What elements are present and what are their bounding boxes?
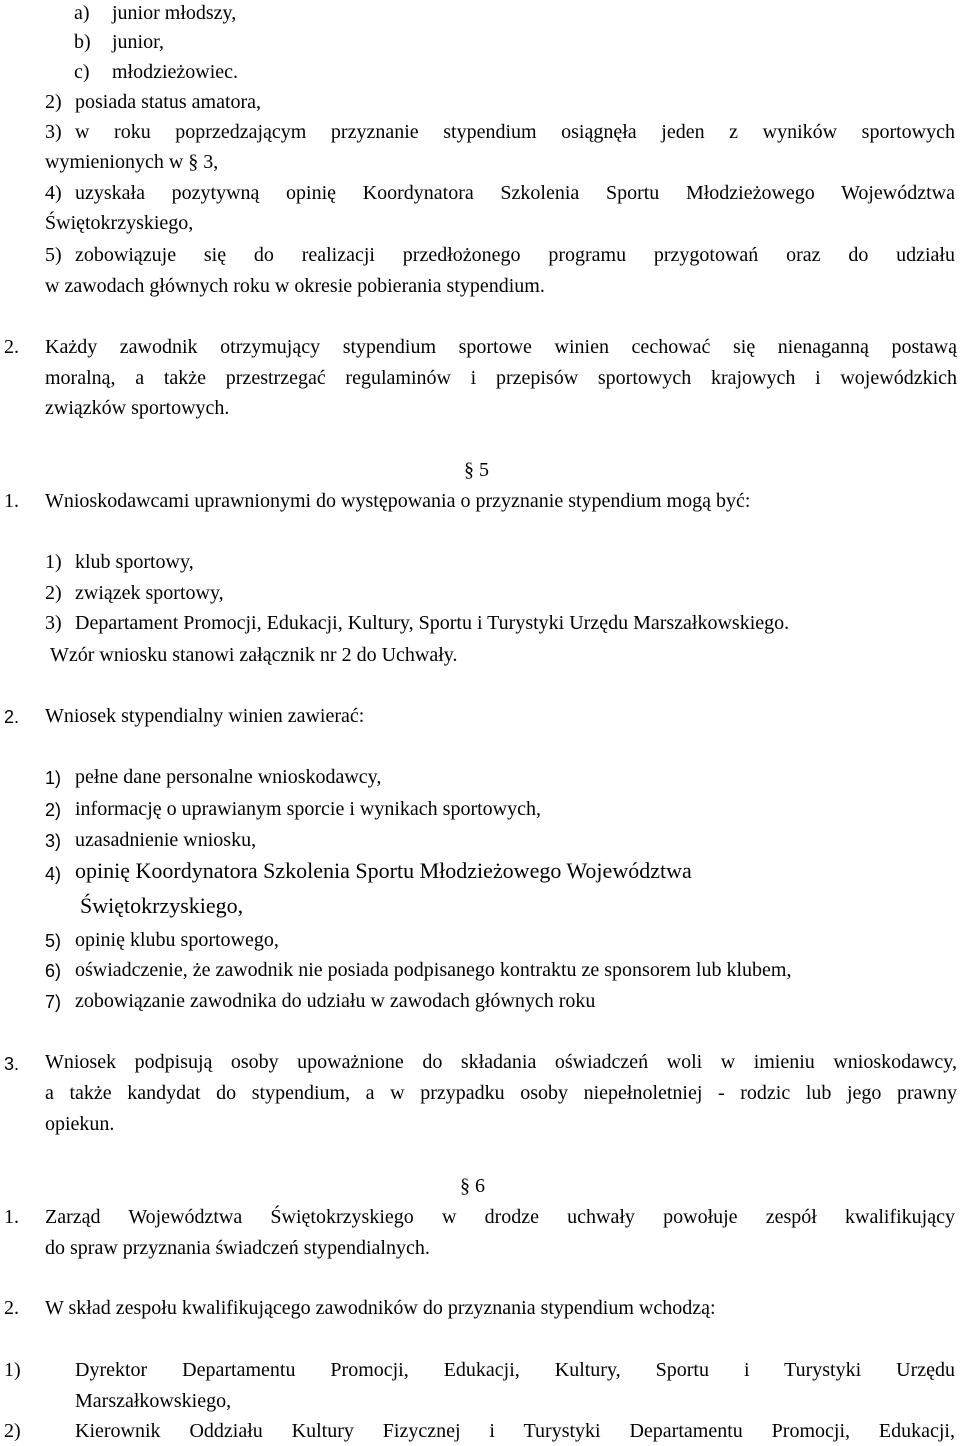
list-item-text: junior młodszy, bbox=[112, 2, 237, 24]
list-item-text: młodzieżowiec. bbox=[112, 61, 239, 83]
list-item-label: 1) bbox=[45, 768, 62, 788]
paragraph-number: 2. bbox=[4, 707, 20, 727]
list-item-text-cont: wymienionych w § 3, bbox=[45, 151, 219, 173]
paragraph-number: 3. bbox=[4, 1054, 20, 1074]
list-item-text: uzasadnienie wniosku, bbox=[75, 829, 257, 851]
list-item-text: posiada status amatora, bbox=[75, 91, 262, 113]
paragraph-text: do spraw przyznania świadczeń stypendialnych. bbox=[45, 1237, 430, 1259]
paragraph-text: związków sportowych. bbox=[45, 397, 230, 419]
list-item-label: 5) bbox=[45, 931, 62, 951]
list-item-text: Departament Promocji, Edukacji, Kultury, Sportu i Turystyki Urzędu Marszałkowskiego. bbox=[75, 612, 790, 634]
list-item-text-cont: Marszałkowskiego, bbox=[75, 1390, 232, 1412]
list-item-text: pełne dane personalne wnioskodawcy, bbox=[75, 766, 382, 788]
list-item-label: 7) bbox=[45, 992, 62, 1012]
paragraph-text: Wnioskodawcami uprawnionymi do występowania o przyznanie stypendium mogą być: bbox=[45, 490, 751, 512]
list-item-text: zobowiązuje się do realizacji przedłożonego programu przygotowań oraz do udziału bbox=[75, 244, 955, 266]
list-item-text: Dyrektor Departamentu Promocji, Edukacji, Kultury, Sportu i Turystyki Urzędu bbox=[75, 1359, 955, 1381]
list-item-text: opinię Koordynatora Szkolenia Sportu Młodzieżowego Województwa bbox=[75, 858, 692, 883]
list-item-label: 4) bbox=[45, 182, 62, 204]
list-item-label: 3) bbox=[45, 612, 62, 634]
list-item-label: 2) bbox=[4, 1420, 21, 1442]
paragraph-number: 1. bbox=[4, 490, 19, 512]
paragraph-text: Wniosek stypendialny winien zawierać: bbox=[45, 705, 365, 727]
list-item-text: klub sportowy, bbox=[75, 551, 194, 573]
list-item-text-cont: Świętokrzyskiego, bbox=[45, 212, 194, 234]
list-item-label: 2) bbox=[45, 800, 62, 820]
paragraph-text: Zarząd Województwa Świętokrzyskiego w drodze uchwały powołuje zespół kwalifikujący bbox=[45, 1206, 955, 1228]
paragraph-text: Każdy zawodnik otrzymujący stypendium sportowe winien cechować się nienaganną postawą bbox=[45, 336, 957, 358]
list-item-label: 1) bbox=[45, 551, 62, 573]
paragraph-text: moralną, a także przestrzegać regulaminów i przepisów sportowych krajowych i wojewódzkich bbox=[45, 367, 957, 389]
list-item-text: w roku poprzedzającym przyznanie stypendium osiągnęła jeden z wyników sportowych bbox=[75, 121, 955, 143]
paragraph-text: opiekun. bbox=[45, 1113, 115, 1135]
template-note: Wzór wniosku stanowi załącznik nr 2 do Uchwały. bbox=[50, 644, 458, 666]
list-item-label: 6) bbox=[45, 961, 62, 981]
paragraph-text: W skład zespołu kwalifikującego zawodników do przyznania stypendium wchodzą: bbox=[45, 1297, 716, 1319]
list-item-text: oświadczenie, że zawodnik nie posiada podpisanego kontraktu ze sponsorem lub klubem, bbox=[75, 959, 792, 981]
paragraph-text: Wniosek podpisują osoby upoważnione do składania oświadczeń woli w imieniu wnioskodawcy, bbox=[45, 1051, 957, 1073]
list-item-label: 5) bbox=[45, 244, 62, 266]
list-item-label: 2) bbox=[45, 91, 62, 113]
list-item-text: zobowiązanie zawodnika do udziału w zawodach głównych roku bbox=[75, 990, 596, 1012]
list-item-label: 2) bbox=[45, 582, 62, 604]
paragraph-number: 2. bbox=[4, 1297, 19, 1319]
list-item-label: a) bbox=[74, 2, 90, 24]
section-heading: § 6 bbox=[460, 1175, 485, 1197]
list-item-text-cont: w zawodach głównych roku w okresie pobierania stypendium. bbox=[45, 275, 545, 297]
list-item-text: informację o uprawianym sporcie i wynikach sportowych, bbox=[75, 798, 541, 820]
list-item-text: uzyskała pozytywną opinię Koordynatora Szkolenia Sportu Młodzieżowego Województwa bbox=[75, 182, 955, 204]
list-item-label: 3) bbox=[45, 831, 62, 851]
list-item-label: 1) bbox=[4, 1359, 21, 1381]
list-item-label: c) bbox=[74, 61, 90, 83]
list-item-text: opinię klubu sportowego, bbox=[75, 929, 279, 951]
paragraph-number: 2. bbox=[4, 336, 19, 358]
list-item-label: b) bbox=[74, 31, 91, 53]
list-item-text: junior, bbox=[112, 31, 164, 53]
list-item-text: związek sportowy, bbox=[75, 582, 224, 604]
list-item-text-cont: Świętokrzyskiego, bbox=[80, 893, 244, 918]
list-item-label: 4) bbox=[45, 864, 62, 884]
paragraph-text: a także kandydat do stypendium, a w przypadku osoby niepełnoletniej - rodzic lub jego prawny bbox=[45, 1082, 957, 1104]
list-item-label: 3) bbox=[45, 121, 62, 143]
paragraph-number: 1. bbox=[4, 1206, 19, 1228]
section-heading: § 5 bbox=[464, 459, 489, 481]
list-item-text: Kierownik Oddziału Kultury Fizycznej i Turystyki Departamentu Promocji, Edukacji, bbox=[75, 1420, 955, 1442]
